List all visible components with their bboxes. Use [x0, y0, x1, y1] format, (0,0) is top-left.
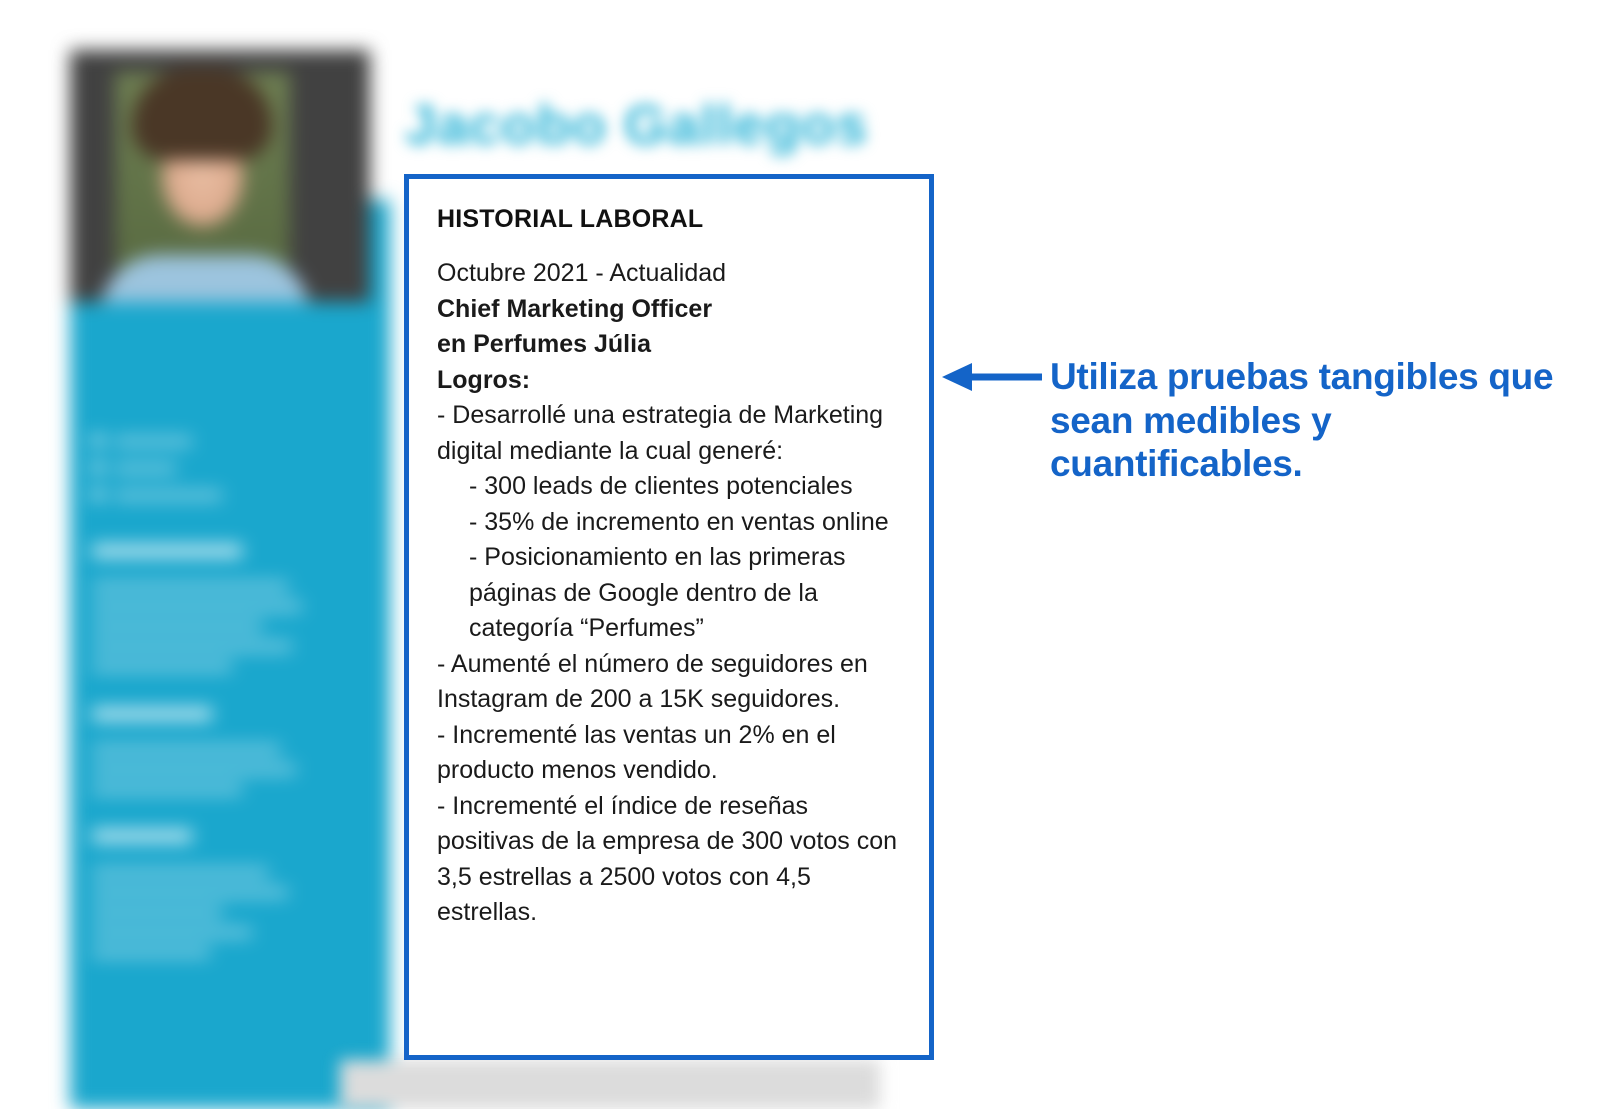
achievement-item: - Aumenté el número de seguidores en Instagram de 200 a 15K seguidores. — [437, 649, 868, 713]
achievements-label: Logros: — [437, 365, 531, 394]
resume-page-edge — [340, 1060, 880, 1109]
avatar — [70, 50, 370, 302]
achievement-item: - Posicionamiento en las primeras páginas de Google dentro de la categoría “Perfumes” — [469, 543, 846, 642]
resume-preview — [70, 50, 390, 1109]
annotation-text: Utiliza pruebas tangibles que sean medibles y cuantificables. — [1050, 356, 1554, 485]
achievement-item: - Incrementé el índice de reseñas positivas de la empresa de 300 votos con 3,5 estrellas a 2500 votos con 4,5 estrellas. — [437, 791, 897, 926]
sidebar-body-line — [92, 622, 262, 631]
phone-icon — [92, 435, 103, 446]
arrow-left-icon — [942, 362, 1042, 392]
sidebar-body-line — [92, 785, 242, 794]
sidebar-body-line — [92, 662, 232, 671]
sidebar-body-line — [92, 642, 292, 651]
mail-icon — [92, 462, 103, 473]
page-title: Jacobo Gallegos — [405, 93, 869, 156]
job-position: Chief Marketing Officer — [437, 294, 713, 323]
contact-phone-text — [114, 437, 192, 446]
achievement-item: - Incrementé las ventas un 2% en el producto menos vendido. — [437, 720, 836, 784]
work-history-highlight-box — [404, 174, 934, 1060]
sidebar-body-line — [92, 948, 210, 957]
sidebar-body-line — [92, 582, 288, 591]
contact-mail-text — [114, 464, 176, 473]
contact-location-text — [114, 491, 222, 500]
job-dates: Octubre 2021 - Actualidad — [437, 259, 727, 287]
sidebar-body-line — [92, 602, 302, 611]
sidebar-body-line — [92, 765, 296, 774]
sidebar-body-line — [92, 868, 268, 877]
job-company: en Perfumes Júlia — [437, 330, 651, 358]
sidebar-heading-2 — [92, 708, 212, 720]
sidebar-body-line — [92, 888, 288, 897]
sidebar-heading-3 — [92, 830, 192, 842]
sidebar-body-line — [92, 908, 222, 917]
sidebar-heading-1 — [92, 545, 242, 557]
location-icon — [92, 489, 103, 500]
achievement-item: - Desarrollé una estrategia de Marketing digital mediante la cual generé: — [437, 401, 884, 465]
achievement-item: - 35% de incremento en ventas online — [469, 507, 889, 536]
sidebar-body-line — [92, 745, 280, 754]
achievement-item: - 300 leads de clientes potenciales — [469, 472, 853, 500]
section-title: HISTORIAL LABORAL — [437, 205, 704, 233]
resume-sidebar — [70, 200, 390, 1109]
sidebar-body-line — [92, 928, 252, 937]
